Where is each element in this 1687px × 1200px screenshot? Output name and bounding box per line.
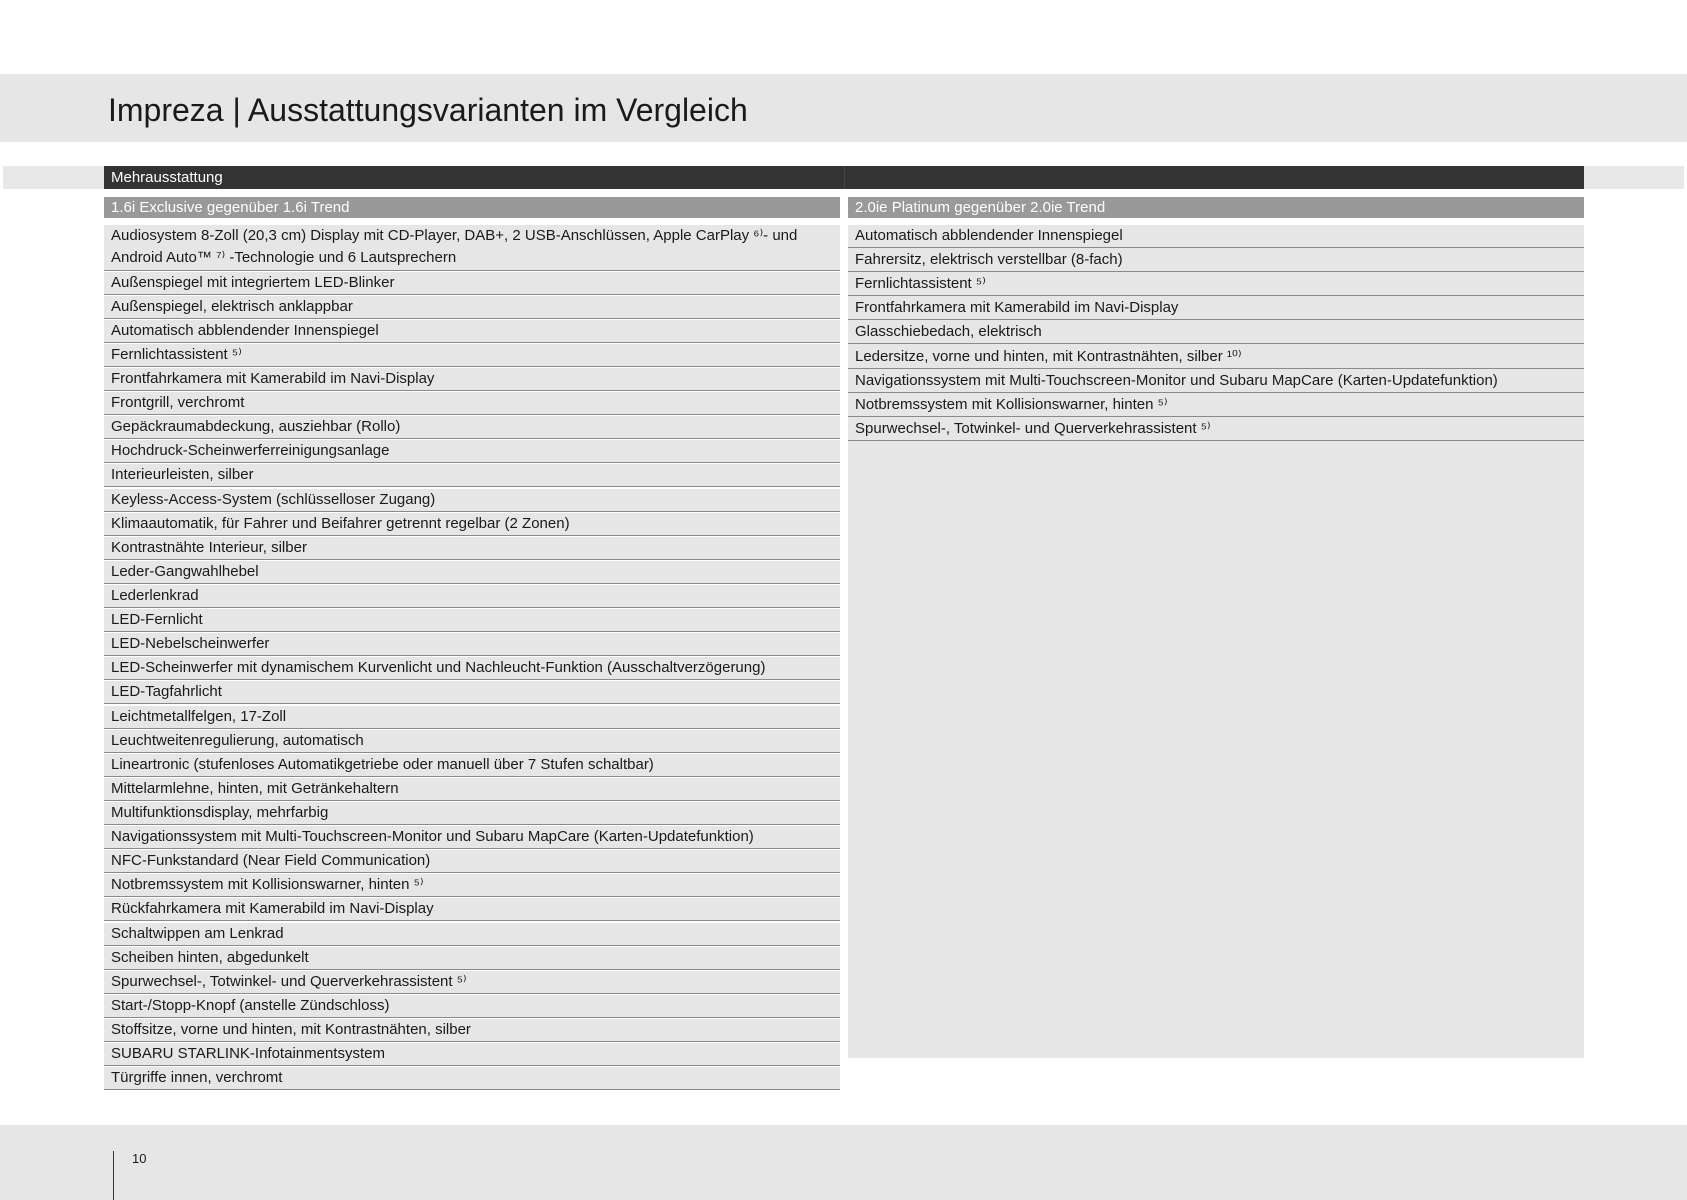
feature-item: Lineartronic (stufenloses Automatikgetriebe oder manuell über 7 Stufen schaltbar) <box>104 754 840 777</box>
feature-item: Interieurleisten, silber <box>104 464 840 487</box>
title-band <box>0 74 1687 142</box>
feature-item: Scheiben hinten, abgedunkelt <box>104 947 840 970</box>
section-label: Mehrausstattung <box>111 169 223 186</box>
feature-item: Kontrastnähte Interieur, silber <box>104 537 840 560</box>
right-column-heading <box>848 197 1584 218</box>
feature-item: Leder-Gangwahlhebel <box>104 561 840 584</box>
page-title: Impreza | Ausstattungsvarianten im Vergleich <box>108 92 748 128</box>
feature-item: SUBARU STARLINK-Infotainmentsystem <box>104 1043 840 1066</box>
left-column-heading <box>104 197 840 218</box>
feature-item: Mittelarmlehne, hinten, mit Getränkehaltern <box>104 778 840 801</box>
feature-item: Spurwechsel-, Totwinkel- und Querverkehrassistent ⁵⁾ <box>104 971 840 994</box>
feature-item: Fernlichtassistent ⁵⁾ <box>848 273 1584 296</box>
feature-item: Audiosystem 8-Zoll (20,3 cm) Display mit CD-Player, DAB+, 2 USB-Anschlüssen, Apple CarPlay ⁶⁾- und Android Auto™ ⁷⁾ -Technologie und 6 Lautsprechern <box>104 225 840 271</box>
feature-item: Fahrersitz, elektrisch verstellbar (8-fach) <box>848 249 1584 272</box>
right-feature-list <box>848 225 1584 442</box>
feature-item: LED-Nebelscheinwerfer <box>104 633 840 656</box>
left-column-heading-label: 1.6i Exclusive gegenüber 1.6i Trend <box>111 199 350 216</box>
feature-item: Automatisch abblendender Innenspiegel <box>104 320 840 343</box>
feature-item: Außenspiegel, elektrisch anklappbar <box>104 296 840 319</box>
feature-item: Notbremssystem mit Kollisionswarner, hinten ⁵⁾ <box>848 394 1584 417</box>
feature-item: Frontfahrkamera mit Kamerabild im Navi-Display <box>848 297 1584 320</box>
feature-item: NFC-Funkstandard (Near Field Communication) <box>104 850 840 873</box>
feature-item: Türgriffe innen, verchromt <box>104 1067 840 1090</box>
feature-item: Lederlenkrad <box>104 585 840 608</box>
feature-item: Hochdruck-Scheinwerferreinigungsanlage <box>104 440 840 463</box>
feature-item: Klimaautomatik, für Fahrer und Beifahrer getrennt regelbar (2 Zonen) <box>104 513 840 536</box>
section-header <box>104 166 1584 189</box>
feature-item: Schaltwippen am Lenkrad <box>104 923 840 946</box>
feature-item: Stoffsitze, vorne und hinten, mit Kontrastnähten, silber <box>104 1019 840 1042</box>
feature-item: Automatisch abblendender Innenspiegel <box>848 225 1584 248</box>
feature-item: Ledersitze, vorne und hinten, mit Kontrastnähten, silber ¹⁰⁾ <box>848 346 1584 369</box>
feature-item: Spurwechsel-, Totwinkel- und Querverkehrassistent ⁵⁾ <box>848 418 1584 441</box>
footer-rule <box>113 1151 114 1200</box>
feature-item: Glasschiebedach, elektrisch <box>848 321 1584 344</box>
page-footer <box>0 1125 1687 1200</box>
feature-item: Außenspiegel mit integriertem LED-Blinker <box>104 272 840 295</box>
feature-item: Notbremssystem mit Kollisionswarner, hinten ⁵⁾ <box>104 874 840 897</box>
feature-item: LED-Fernlicht <box>104 609 840 632</box>
feature-item: LED-Tagfahrlicht <box>104 681 840 704</box>
feature-item: Leichtmetallfelgen, 17-Zoll <box>104 706 840 729</box>
feature-item: Leuchtweitenregulierung, automatisch <box>104 730 840 753</box>
feature-item: LED-Scheinwerfer mit dynamischem Kurvenlicht und Nachleucht-Funktion (Ausschaltverzögerung) <box>104 657 840 680</box>
feature-item: Rückfahrkamera mit Kamerabild im Navi-Display <box>104 898 840 921</box>
left-feature-list <box>104 225 840 1091</box>
feature-item: Keyless-Access-System (schlüsselloser Zugang) <box>104 489 840 512</box>
section-divider <box>844 166 845 189</box>
right-column-heading-label: 2.0ie Platinum gegenüber 2.0ie Trend <box>855 199 1106 216</box>
feature-item: Frontfahrkamera mit Kamerabild im Navi-Display <box>104 368 840 391</box>
feature-item: Navigationssystem mit Multi-Touchscreen-Monitor und Subaru MapCare (Karten-Updatefunktion) <box>104 826 840 849</box>
feature-item: Fernlichtassistent ⁵⁾ <box>104 344 840 367</box>
feature-item: Multifunktionsdisplay, mehrfarbig <box>104 802 840 825</box>
feature-item: Frontgrill, verchromt <box>104 392 840 415</box>
feature-item: Gepäckraumabdeckung, ausziehbar (Rollo) <box>104 416 840 439</box>
feature-item: Start-/Stopp-Knopf (anstelle Zündschloss) <box>104 995 840 1018</box>
page-number: 10 <box>132 1151 147 1166</box>
feature-item: Navigationssystem mit Multi-Touchscreen-Monitor und Subaru MapCare (Karten-Updatefunktion) <box>848 370 1584 393</box>
